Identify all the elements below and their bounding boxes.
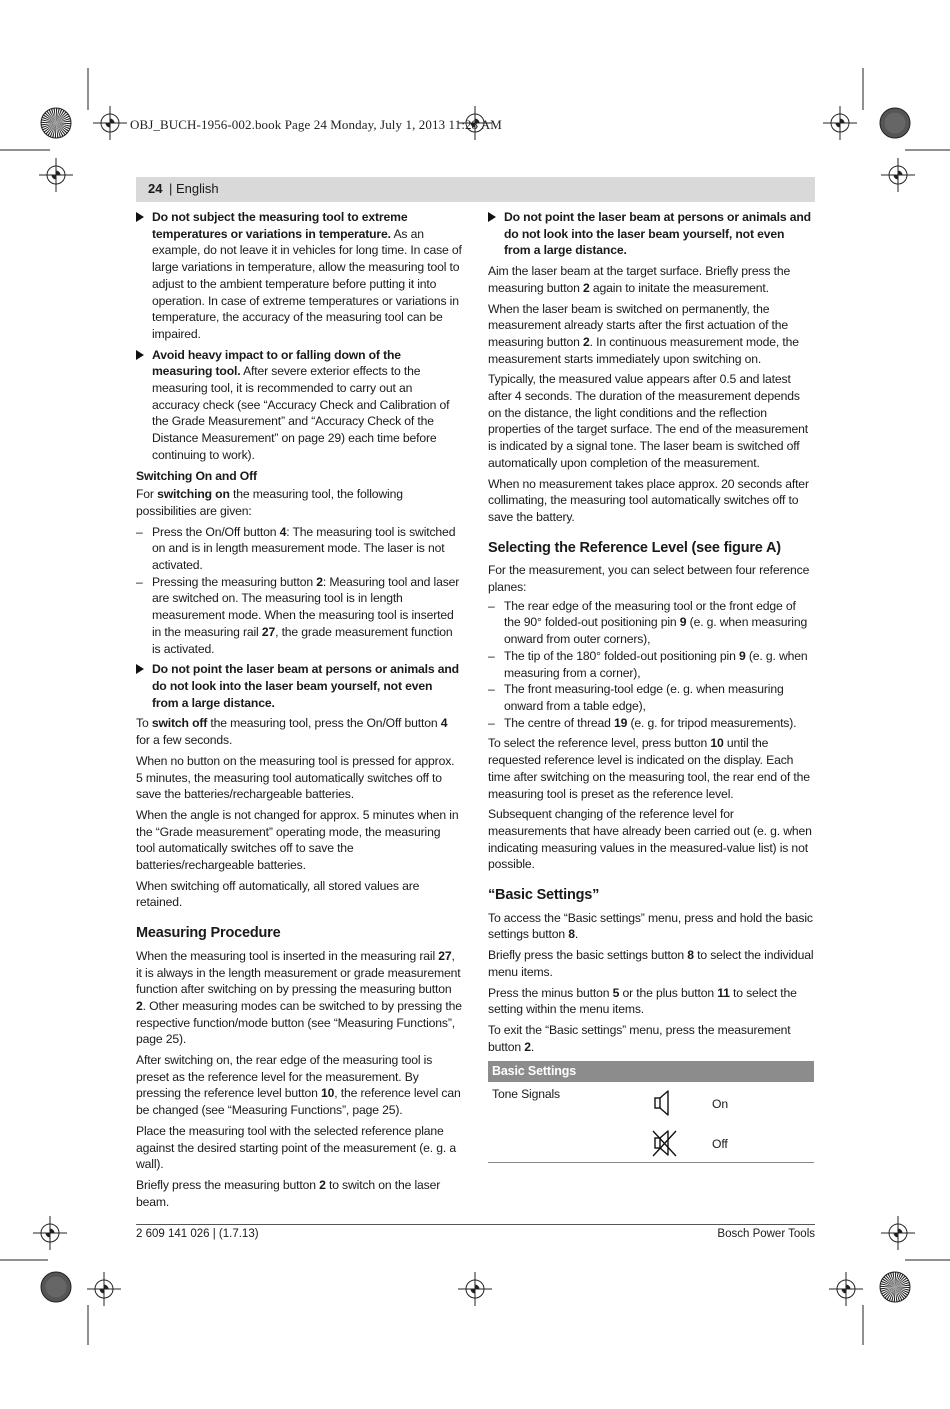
warning-bold: Do not subject the measuring tool to extreme temperatures or variations in temperature. bbox=[152, 210, 408, 241]
table-header: Basic Settings bbox=[488, 1061, 814, 1082]
paragraph: To select the reference level, press button 10 until the requested reference level is indicated on the display. Each time after switching on the measuring tool, the rear end of the measuring tool is preset as the reference level. bbox=[488, 736, 810, 801]
warning-arrow-icon bbox=[136, 664, 144, 674]
warning-arrow-icon bbox=[136, 212, 144, 222]
heading-basic-settings: “Basic Settings” bbox=[488, 887, 600, 904]
paragraph: When the laser beam is switched on permanently, the measurement already starts after the first actuation of the measuring button 2. In continuous measurement mode, the measurement starts immediately upon switching on. bbox=[488, 301, 799, 366]
speaker-muted-icon bbox=[652, 1128, 678, 1158]
table-row-label: Tone Signals bbox=[492, 1087, 560, 1102]
footer-doc-number: 2 609 141 026 | (1.7.13) bbox=[136, 1228, 259, 1240]
warning-laser bbox=[136, 661, 462, 711]
warning-temperature bbox=[136, 209, 462, 343]
heading-switching: Switching On and Off bbox=[136, 468, 257, 483]
warning-arrow-icon bbox=[488, 212, 496, 222]
list-item: – The centre of thread 19 (e. g. for tripod measurements). bbox=[488, 715, 797, 730]
paragraph: When the angle is not changed for approx. 5 minutes when in the “Grade measurement” operating mode, the measuring tool automatically switches off to save the batteries/rechargeable batteries. bbox=[136, 807, 459, 873]
paragraph: When switching off automatically, all stored values are retained. bbox=[136, 878, 420, 910]
page-number: 24 bbox=[148, 181, 163, 196]
paragraph: Typically, the measured value appears after 0.5 and latest after 4 seconds. The duration of the measurement depends on the distance, the light conditions and the reflection properties of the target surface. The end of the measurement is indicated by a signal tone. The laser beam is switched off automatically upon completion of the measurement. bbox=[488, 372, 809, 470]
warning-laser bbox=[488, 209, 814, 259]
footer-rule bbox=[136, 1224, 815, 1225]
table-row bbox=[488, 1082, 814, 1122]
page-language: | English bbox=[169, 181, 219, 196]
paragraph: Press the minus button 5 or the plus button 11 to select the setting within the menu items. bbox=[488, 985, 797, 1017]
page-header-bar bbox=[136, 177, 815, 202]
paragraph: Briefly press the basic settings button 8 to select the individual menu items. bbox=[488, 948, 814, 979]
paragraph: To access the “Basic settings” menu, press and hold the basic settings button 8. bbox=[488, 910, 813, 942]
warning-arrow-icon bbox=[136, 350, 144, 360]
paragraph: Subsequent changing of the reference level for measurements that have already been carried out (e. g. when indicating measuring values in the measured-value list) is not possible. bbox=[488, 807, 812, 872]
paragraph: To exit the “Basic settings” menu, press the measurement button 2. bbox=[488, 1022, 791, 1054]
switch-off-text: To switch off the measuring tool, press the On/Off button 4 for a few seconds. bbox=[136, 716, 448, 748]
list-item: – Pressing the measuring button 2: Measuring tool and laser are switched on. The measuring tool is in length measurement mode. When the measuring tool is inserted in the measuring rail 27, the grade measurement function is activated. bbox=[136, 574, 460, 656]
list-item: – The front measuring-tool edge (e. g. when measuring onward from a table edge), bbox=[488, 682, 784, 713]
heading-measuring-procedure: Measuring Procedure bbox=[136, 925, 281, 942]
paragraph: When the measuring tool is inserted in the measuring rail 27, it is always in the length measurement or grade measurement function after switching on by pressing the measuring button 2. Other measuring modes can be switched to by pressing the respective function/mode button (see “Measuring Functions”, page 25). bbox=[136, 948, 462, 1047]
tone-off-value: Off bbox=[712, 1137, 728, 1152]
table-row bbox=[488, 1122, 814, 1162]
warning-bold: Do not point the laser beam at persons or animals and do not look into the laser beam yourself, not even from a large distance. bbox=[152, 662, 459, 710]
warning-bold: Do not point the laser beam at persons or animals and do not look into the laser beam yourself, not even from a large distance. bbox=[504, 210, 811, 258]
paragraph: When no measurement takes place approx. 20 seconds after collimating, the measuring tool automatically switches off to save the battery. bbox=[488, 476, 809, 524]
warning-text: As an example, do not leave it in vehicles for long time. In case of large variations in temperature, allow the measuring tool to adjust to the ambient temperature before putting it into operation. In case of extreme temperatures or variations in temperature, the accuracy of the measuring tool can be impaired. bbox=[152, 226, 462, 341]
list-item: – The rear edge of the measuring tool or the front edge of the 90° folded-out positioning pin 9 (e. g. when measuring onward from outer corners), bbox=[488, 598, 808, 647]
heading-reference-level: Selecting the Reference Level (see figure A) bbox=[488, 539, 781, 556]
paragraph: Place the measuring tool with the selected reference plane against the desired starting point of the measurement (e. g. a wall). bbox=[136, 1123, 456, 1172]
speaker-icon bbox=[652, 1088, 678, 1118]
left-column bbox=[136, 209, 462, 1214]
warning-impact bbox=[136, 347, 462, 464]
list-item: – The tip of the 180° folded-out positioning pin 9 (e. g. when measuring from a corner), bbox=[488, 648, 808, 680]
right-column bbox=[488, 209, 814, 1163]
book-header: OBJ_BUCH-1956-002.book Page 24 Monday, July 1, 2013 11:28 AM bbox=[130, 117, 502, 132]
basic-settings-table bbox=[488, 1061, 814, 1163]
warning-bold: Avoid heavy impact to or falling down of the measuring tool. bbox=[152, 347, 401, 379]
footer-brand: Bosch Power Tools bbox=[717, 1228, 815, 1240]
warning-text: After severe exterior effects to the measuring tool, it is recommended to carry out an accuracy check (see “Accuracy Check and Calibration of the Grade Measurement” and “Accuracy Check of the Distance Measurement” on page 29) each time before continuing to work). bbox=[152, 364, 450, 462]
paragraph: For the measurement, you can select between four reference planes: bbox=[488, 563, 810, 595]
switching-intro: For switching on the measuring tool, the following possibilities are given: bbox=[136, 487, 403, 518]
paragraph: Briefly press the measuring button 2 to switch on the laser beam. bbox=[136, 1177, 441, 1209]
list-item: – Press the On/Off button 4: The measuring tool is switched on and is in length measurement mode. The laser is not activated. bbox=[136, 524, 456, 573]
tone-on-value: On bbox=[712, 1097, 728, 1112]
paragraph: After switching on, the rear edge of the measuring tool is preset as the reference level for the measurement. By pressing the reference level button 10, the reference level can be changed (see “Measuring Functions”, page 25). bbox=[136, 1053, 461, 1118]
paragraph: When no button on the measuring tool is pressed for approx. 5 minutes, the measuring tool automatically switches off to save the batteries/rechargeable batteries. bbox=[136, 753, 455, 802]
paragraph: Aim the laser beam at the target surface. Briefly press the measuring button 2 again to initate the measurement. bbox=[488, 264, 791, 295]
